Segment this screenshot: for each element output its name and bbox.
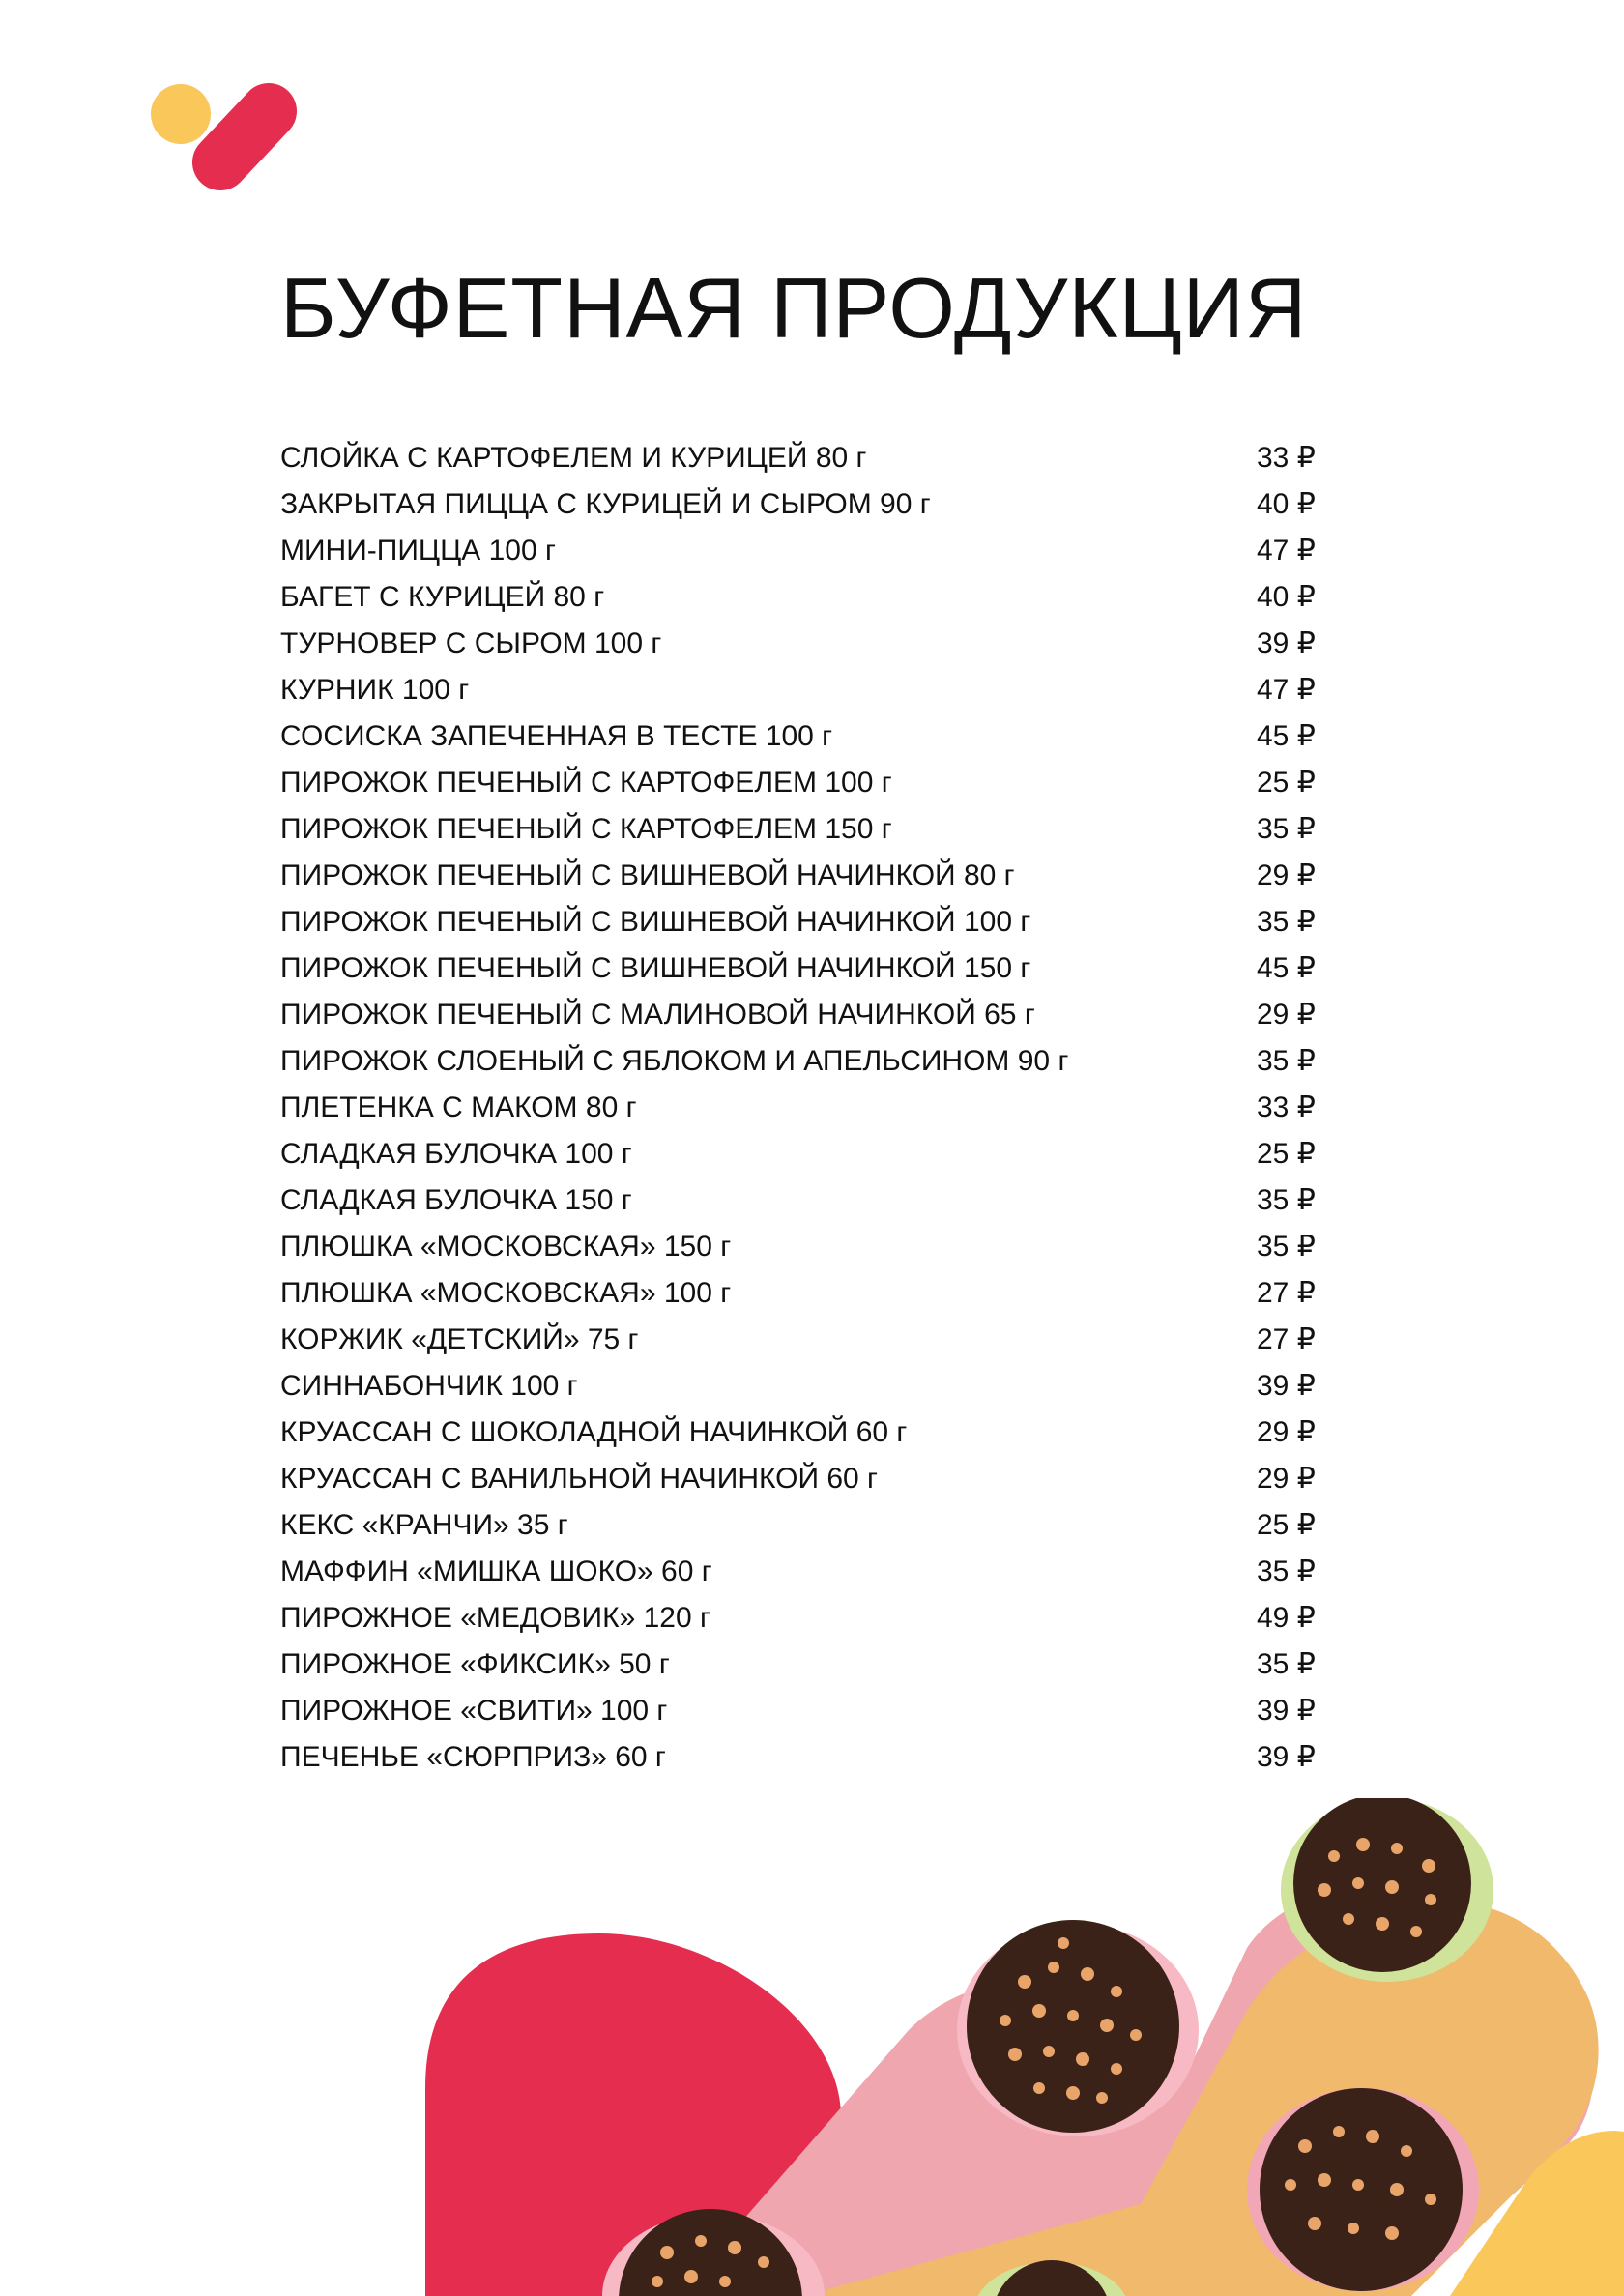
menu-item [280,1317,1334,1363]
menu-item-name: СОСИСКА ЗАПЕЧЕННАЯ В ТЕСТЕ 100 г [280,720,833,752]
menu-item-name: МАФФИН «МИШКА ШОКО» 60 г [280,1555,712,1587]
menu-item-price: 39 ₽ [1257,1370,1316,1402]
menu-item-price: 33 ₽ [1257,1091,1316,1123]
muffin-top-right-icon [1281,1798,1494,1982]
menu-item-price: 33 ₽ [1257,442,1316,474]
menu-item-name: СЛАДКАЯ БУЛОЧКА 100 г [280,1138,632,1170]
menu-item [280,713,1334,760]
logo-yellow-dot [151,84,211,144]
menu-item-name: ПИРОЖОК ПЕЧЕНЫЙ С ВИШНЕВОЙ НАЧИНКОЙ 80 г [280,859,1015,891]
menu-item [280,1688,1334,1734]
menu-item [280,1549,1334,1595]
page-title: БУФЕТНАЯ ПРОДУКЦИЯ [280,260,1308,356]
menu-item-price: 45 ₽ [1257,720,1316,752]
menu-item-price: 35 ₽ [1257,1648,1316,1680]
menu-item-name: КРУАССАН С ШОКОЛАДНОЙ НАЧИНКОЙ 60 г [280,1416,908,1448]
menu-item-name: КОРЖИК «ДЕТСКИЙ» 75 г [280,1323,639,1355]
menu-item-price: 25 ₽ [1257,767,1316,799]
menu-item [280,1177,1334,1224]
menu-item-name: ПИРОЖНОЕ «ФИКСИК» 50 г [280,1648,670,1680]
menu-item-name: ТУРНОВЕР С СЫРОМ 100 г [280,627,662,659]
menu-item-price: 45 ₽ [1257,952,1316,984]
menu-item-name: ПИРОЖОК ПЕЧЕНЫЙ С МАЛИНОВОЙ НАЧИНКОЙ 65 г [280,999,1035,1031]
menu-item-price: 47 ₽ [1257,674,1316,706]
menu-item [280,528,1334,574]
brand-logo [145,82,309,198]
decor-svg [0,1798,1624,2296]
menu-item-name: МИНИ-ПИЦЦА 100 г [280,535,556,567]
menu-item-name: КРУАССАН С ВАНИЛЬНОЙ НАЧИНКОЙ 60 г [280,1463,879,1495]
menu-item-name: ПИРОЖОК ПЕЧЕНЫЙ С КАРТОФЕЛЕМ 150 г [280,813,892,845]
muffin-center-icon [957,1920,1199,2136]
menu-item [280,1085,1334,1131]
menu-item-price: 40 ₽ [1257,488,1316,520]
menu-item [280,1410,1334,1456]
menu-item-price: 29 ₽ [1257,1416,1316,1448]
menu-item-price: 35 ₽ [1257,1184,1316,1216]
menu-item [280,853,1334,899]
menu-item [280,667,1334,713]
menu-item-price: 39 ₽ [1257,627,1316,659]
menu-item [280,574,1334,621]
menu-item [280,621,1334,667]
menu-item [280,1595,1334,1642]
menu-item-price: 29 ₽ [1257,999,1316,1031]
menu-item [280,1131,1334,1177]
menu-item-name: КУРНИК 100 г [280,674,470,706]
menu-item-name: СИННАБОНЧИК 100 г [280,1370,578,1402]
menu-item-name: ПЛЮШКА «МОСКОВСКАЯ» 100 г [280,1277,732,1309]
menu-item [280,481,1334,528]
menu-item-name: КЕКС «КРАНЧИ» 35 г [280,1509,568,1541]
menu-item-name: ПЕЧЕНЬЕ «СЮРПРИЗ» 60 г [280,1741,666,1773]
menu-item-name: ПИРОЖНОЕ «СВИТИ» 100 г [280,1695,668,1727]
menu-item-name: ПИРОЖНОЕ «МЕДОВИК» 120 г [280,1602,710,1634]
menu-item [280,1224,1334,1270]
decorative-illustration [0,1798,1624,2296]
menu-item [280,1642,1334,1688]
menu-item [280,1734,1334,1781]
menu-item-name: ПИРОЖОК СЛОЕНЫЙ С ЯБЛОКОМ И АПЕЛЬСИНОМ 90 г [280,1045,1069,1077]
menu-item-price: 39 ₽ [1257,1695,1316,1727]
menu-item-name: ПЛЕТЕНКА С МАКОМ 80 г [280,1091,637,1123]
menu-item [280,1363,1334,1410]
menu-item-name: СЛАДКАЯ БУЛОЧКА 150 г [280,1184,632,1216]
menu-item-price: 40 ₽ [1257,581,1316,613]
menu-item-name: ПИРОЖОК ПЕЧЕНЫЙ С ВИШНЕВОЙ НАЧИНКОЙ 150 г [280,952,1031,984]
menu-item [280,435,1334,481]
menu-item [280,1456,1334,1502]
menu-item-price: 35 ₽ [1257,813,1316,845]
menu-item-name: ПЛЮШКА «МОСКОВСКАЯ» 150 г [280,1231,732,1263]
menu-item-price: 29 ₽ [1257,859,1316,891]
menu-item-price: 25 ₽ [1257,1509,1316,1541]
menu-item-name: ПИРОЖОК ПЕЧЕНЫЙ С КАРТОФЕЛЕМ 100 г [280,767,892,799]
menu-item-price: 35 ₽ [1257,1555,1316,1587]
menu-item [280,945,1334,992]
menu-list [280,435,1334,1781]
menu-item-name: СЛОЙКА С КАРТОФЕЛЕМ И КУРИЦЕЙ 80 г [280,442,867,474]
menu-item [280,1502,1334,1549]
menu-item [280,1038,1334,1085]
menu-item-price: 35 ₽ [1257,906,1316,938]
menu-item-name: ПИРОЖОК ПЕЧЕНЫЙ С ВИШНЕВОЙ НАЧИНКОЙ 100 г [280,906,1031,938]
menu-item [280,806,1334,853]
menu-item-price: 39 ₽ [1257,1741,1316,1773]
menu-item-price: 47 ₽ [1257,535,1316,567]
menu-item-name: БАГЕТ С КУРИЦЕЙ 80 г [280,581,605,613]
menu-item-name: ЗАКРЫТАЯ ПИЦЦА С КУРИЦЕЙ И СЫРОМ 90 г [280,488,931,520]
menu-item-price: 27 ₽ [1257,1277,1316,1309]
menu-item-price: 35 ₽ [1257,1045,1316,1077]
logo-red-stroke [220,111,269,162]
menu-item [280,760,1334,806]
menu-item-price: 35 ₽ [1257,1231,1316,1263]
muffin-bottom-right-icon [1247,2088,1479,2291]
menu-item-price: 49 ₽ [1257,1602,1316,1634]
menu-item [280,899,1334,945]
menu-item-price: 27 ₽ [1257,1323,1316,1355]
menu-item-price: 25 ₽ [1257,1138,1316,1170]
menu-item-price: 29 ₽ [1257,1463,1316,1495]
menu-item [280,992,1334,1038]
menu-item [280,1270,1334,1317]
